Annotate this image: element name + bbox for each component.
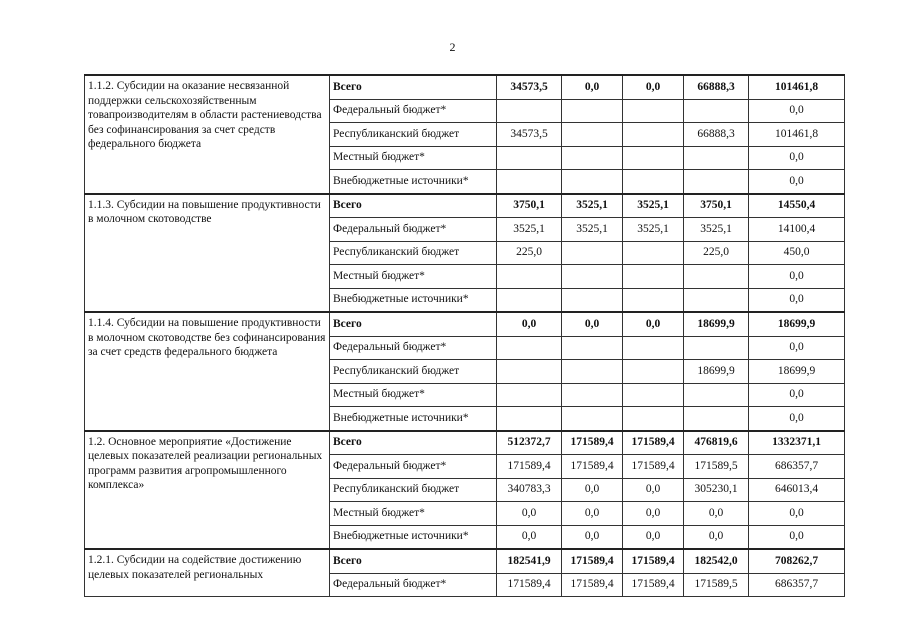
value-cell: 0,0 (623, 75, 684, 99)
value-cell (623, 123, 684, 147)
activity-description: 1.1.3. Субсидии на повышение продуктивности в молочном скотоводстве (85, 194, 330, 313)
value-cell: 0,0 (623, 312, 684, 336)
value-cell (497, 383, 562, 407)
value-cell: 3750,1 (497, 194, 562, 218)
value-cell (562, 383, 623, 407)
value-cell: 3525,1 (623, 194, 684, 218)
table-row (85, 75, 845, 99)
value-cell (562, 241, 623, 265)
value-cell: 171589,4 (623, 549, 684, 573)
activity-description: 1.2.1. Субсидии на содействие достижению целевых показателей региональных (85, 549, 330, 597)
value-cell: 171589,4 (562, 431, 623, 455)
value-cell: 476819,6 (684, 431, 749, 455)
funding-source-cell: Федеральный бюджет* (330, 218, 497, 242)
value-cell: 66888,3 (684, 75, 749, 99)
total-cell: 101461,8 (749, 123, 845, 147)
value-cell: 0,0 (497, 502, 562, 526)
value-cell: 171589,4 (623, 573, 684, 597)
total-cell: 0,0 (749, 407, 845, 431)
value-cell (684, 146, 749, 170)
value-cell (684, 288, 749, 312)
value-cell: 0,0 (497, 525, 562, 549)
value-cell (623, 170, 684, 194)
total-cell: 1332371,1 (749, 431, 845, 455)
value-cell: 0,0 (562, 502, 623, 526)
value-cell: 18699,9 (684, 360, 749, 384)
value-cell: 171589,5 (684, 455, 749, 479)
value-cell: 3525,1 (562, 218, 623, 242)
funding-source-cell: Федеральный бюджет* (330, 99, 497, 123)
value-cell (684, 265, 749, 289)
total-cell: 450,0 (749, 241, 845, 265)
table-row (85, 312, 845, 336)
value-cell (497, 407, 562, 431)
value-cell: 3525,1 (684, 218, 749, 242)
value-cell: 3525,1 (623, 218, 684, 242)
total-cell: 0,0 (749, 99, 845, 123)
value-cell: 0,0 (684, 525, 749, 549)
table-row (85, 431, 845, 455)
activity-description: 1.1.2. Субсидии на оказание несвязанной поддержки сельскохозяйственным товапроизводителям в области растениеводства без софинансирования за счет средств федерального бюджета (85, 75, 330, 194)
value-cell: 171589,4 (623, 455, 684, 479)
value-cell: 34573,5 (497, 75, 562, 99)
total-cell: 0,0 (749, 502, 845, 526)
value-cell: 0,0 (623, 478, 684, 502)
value-cell (623, 336, 684, 360)
funding-source-cell: Федеральный бюджет* (330, 455, 497, 479)
funding-source-cell: Всего (330, 194, 497, 218)
value-cell (562, 99, 623, 123)
value-cell (623, 288, 684, 312)
page-number: 2 (449, 40, 456, 54)
table-row (85, 194, 845, 218)
funding-source-cell: Местный бюджет* (330, 502, 497, 526)
total-cell: 18699,9 (749, 312, 845, 336)
value-cell: 0,0 (562, 312, 623, 336)
value-cell (684, 99, 749, 123)
funding-source-cell: Республиканский бюджет (330, 360, 497, 384)
value-cell (562, 265, 623, 289)
value-cell: 0,0 (497, 312, 562, 336)
value-cell (562, 360, 623, 384)
value-cell (497, 336, 562, 360)
value-cell: 171589,4 (562, 455, 623, 479)
activity-description: 1.2. Основное мероприятие «Достижение целевых показателей реализации региональных программ развития агропромышленного комплекса» (85, 431, 330, 550)
value-cell (623, 407, 684, 431)
value-cell: 0,0 (562, 478, 623, 502)
value-cell: 340783,3 (497, 478, 562, 502)
value-cell (623, 146, 684, 170)
total-cell: 0,0 (749, 383, 845, 407)
value-cell: 0,0 (562, 75, 623, 99)
value-cell (684, 407, 749, 431)
value-cell (684, 336, 749, 360)
total-cell: 14550,4 (749, 194, 845, 218)
value-cell: 305230,1 (684, 478, 749, 502)
total-cell: 686357,7 (749, 573, 845, 597)
funding-source-cell: Республиканский бюджет (330, 123, 497, 147)
funding-source-cell: Всего (330, 312, 497, 336)
value-cell (562, 170, 623, 194)
value-cell (497, 146, 562, 170)
funding-source-cell: Внебюджетные источники* (330, 170, 497, 194)
table-row (85, 549, 845, 573)
value-cell (497, 99, 562, 123)
value-cell (623, 360, 684, 384)
value-cell: 0,0 (562, 525, 623, 549)
value-cell (562, 288, 623, 312)
funding-source-cell: Внебюджетные источники* (330, 525, 497, 549)
total-cell: 0,0 (749, 336, 845, 360)
funding-source-cell: Федеральный бюджет* (330, 336, 497, 360)
total-cell: 0,0 (749, 265, 845, 289)
funding-source-cell: Внебюджетные источники* (330, 407, 497, 431)
value-cell: 18699,9 (684, 312, 749, 336)
value-cell (684, 170, 749, 194)
funding-source-cell: Республиканский бюджет (330, 241, 497, 265)
value-cell: 0,0 (623, 502, 684, 526)
value-cell (623, 241, 684, 265)
value-cell (562, 123, 623, 147)
value-cell: 66888,3 (684, 123, 749, 147)
funding-source-cell: Всего (330, 75, 497, 99)
funding-source-cell: Местный бюджет* (330, 146, 497, 170)
total-cell: 0,0 (749, 170, 845, 194)
value-cell (497, 265, 562, 289)
value-cell: 171589,5 (684, 573, 749, 597)
value-cell (684, 383, 749, 407)
funding-source-cell: Местный бюджет* (330, 383, 497, 407)
value-cell: 3750,1 (684, 194, 749, 218)
value-cell: 225,0 (684, 241, 749, 265)
funding-source-cell: Всего (330, 431, 497, 455)
total-cell: 18699,9 (749, 360, 845, 384)
value-cell (623, 383, 684, 407)
value-cell (497, 288, 562, 312)
funding-source-cell: Республиканский бюджет (330, 478, 497, 502)
total-cell: 686357,7 (749, 455, 845, 479)
value-cell: 182541,9 (497, 549, 562, 573)
value-cell (497, 360, 562, 384)
total-cell: 0,0 (749, 146, 845, 170)
total-cell: 14100,4 (749, 218, 845, 242)
value-cell: 225,0 (497, 241, 562, 265)
total-cell: 708262,7 (749, 549, 845, 573)
value-cell: 171589,4 (497, 455, 562, 479)
budget-table-body (85, 75, 845, 597)
value-cell: 182542,0 (684, 549, 749, 573)
total-cell: 0,0 (749, 288, 845, 312)
value-cell (623, 265, 684, 289)
value-cell: 0,0 (623, 525, 684, 549)
value-cell: 0,0 (684, 502, 749, 526)
value-cell: 171589,4 (562, 573, 623, 597)
funding-source-cell: Местный бюджет* (330, 265, 497, 289)
total-cell: 0,0 (749, 525, 845, 549)
value-cell: 3525,1 (562, 194, 623, 218)
value-cell: 171589,4 (562, 549, 623, 573)
activity-description: 1.1.4. Субсидии на повышение продуктивности в молочном скотоводстве без софинансирования за счет средств федерального бюджета (85, 312, 330, 431)
value-cell: 512372,7 (497, 431, 562, 455)
funding-source-cell: Внебюджетные источники* (330, 288, 497, 312)
budget-table (84, 74, 845, 597)
value-cell (562, 146, 623, 170)
value-cell (623, 99, 684, 123)
total-cell: 646013,4 (749, 478, 845, 502)
total-cell: 101461,8 (749, 75, 845, 99)
value-cell (497, 170, 562, 194)
value-cell: 171589,4 (623, 431, 684, 455)
value-cell: 34573,5 (497, 123, 562, 147)
value-cell (562, 336, 623, 360)
value-cell (562, 407, 623, 431)
funding-source-cell: Всего (330, 549, 497, 573)
value-cell: 171589,4 (497, 573, 562, 597)
funding-source-cell: Федеральный бюджет* (330, 573, 497, 597)
value-cell: 3525,1 (497, 218, 562, 242)
